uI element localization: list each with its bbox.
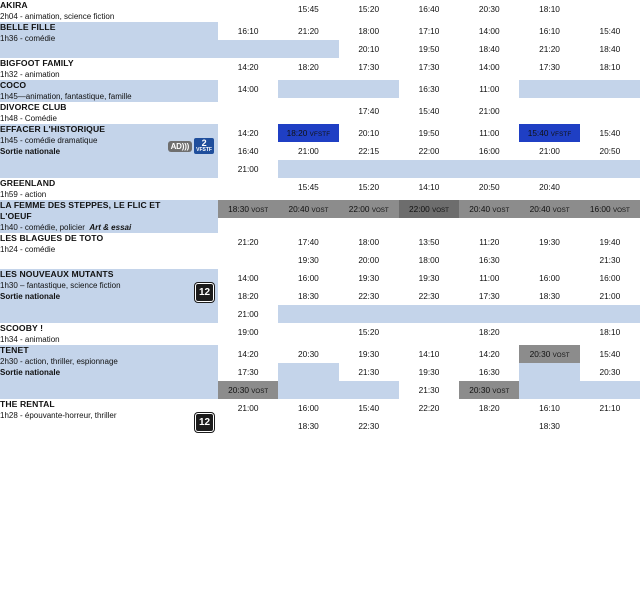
showtime-row xyxy=(218,399,640,417)
showtime-row xyxy=(218,142,640,160)
film-row xyxy=(0,345,640,399)
showtime-cell[interactable]: 17:30 xyxy=(478,291,500,301)
showtime-cell[interactable]: 18:30 xyxy=(539,291,560,301)
film-row xyxy=(0,178,640,200)
showtime-cell[interactable]: 15:20 xyxy=(358,4,380,14)
film-title: LES NOUVEAUX MUTANTS xyxy=(0,269,114,279)
showtime-cell[interactable]: 18:10 xyxy=(599,62,621,72)
film-info-cell[interactable] xyxy=(0,345,218,399)
film-subtitle: 1h36 - comédie xyxy=(0,34,56,43)
showtime-cell[interactable]: 22:15 xyxy=(358,146,380,156)
vfstf-icon: 2 VFSTF xyxy=(196,138,212,153)
film-showtimes-cell xyxy=(218,0,640,22)
film-showtimes-cell xyxy=(218,80,640,102)
showtime-cell[interactable]: 16:30 xyxy=(478,255,500,265)
showtime-cell[interactable]: 20:40 xyxy=(539,182,560,192)
showtime-cell[interactable]: 19:50 xyxy=(418,128,440,138)
showtime-cell[interactable]: 17:30 xyxy=(358,62,380,72)
showtime-empty xyxy=(218,102,278,120)
showtime-cell[interactable]: 21:00 xyxy=(298,146,319,156)
showtime-cell[interactable]: 15:20 xyxy=(358,182,380,192)
film-info-cell[interactable] xyxy=(0,58,218,80)
film-showtimes-cell xyxy=(218,124,640,178)
showtime-empty xyxy=(580,80,640,98)
film-row xyxy=(0,22,640,58)
film-info-cell[interactable] xyxy=(0,178,218,200)
showtime-cell[interactable]: 14:20 xyxy=(237,349,259,359)
showtime-cell[interactable]: 20:10 xyxy=(358,128,380,138)
showtime-row xyxy=(218,58,640,76)
showtime-cell[interactable]: 16:10 xyxy=(539,26,560,36)
showtime-cell[interactable]: 20:40 VOST xyxy=(278,200,338,218)
showtime-empty xyxy=(278,40,338,58)
film-row xyxy=(0,233,640,269)
showtime-cell[interactable]: 19:30 xyxy=(298,255,319,265)
film-row xyxy=(0,200,640,233)
film-subtitle: 2h04 - animation, science fiction xyxy=(0,12,115,21)
showtime-cell[interactable]: 19:30 xyxy=(358,349,380,359)
age-12-icon: 12 xyxy=(195,283,214,302)
showtime-empty xyxy=(580,381,640,399)
showtime-empty xyxy=(399,417,459,435)
film-row xyxy=(0,323,640,345)
showtime-cell[interactable]: 16:40 xyxy=(237,146,259,156)
showtime-cell[interactable]: 21:30 xyxy=(418,385,440,395)
film-title: THE RENTAL xyxy=(0,399,55,409)
showtime-empty xyxy=(218,178,278,196)
showtime-empty xyxy=(218,40,278,58)
showtime-row xyxy=(218,345,640,363)
showtime-row xyxy=(218,233,640,251)
film-info-cell[interactable] xyxy=(0,22,218,58)
showtime-empty xyxy=(459,305,519,323)
film-info-cell[interactable] xyxy=(0,399,218,435)
film-row xyxy=(0,0,640,22)
showtime-cell[interactable]: 13:50 xyxy=(418,237,440,247)
showtime-cell[interactable]: 16:00 xyxy=(539,273,560,283)
showtime-cell[interactable]: 15:40 xyxy=(418,106,440,116)
showtime-row xyxy=(218,305,640,323)
showtime-empty xyxy=(218,417,278,435)
showtime-row xyxy=(218,381,640,399)
showtime-cell[interactable]: 15:45 xyxy=(298,4,319,14)
film-note: Sortie nationale xyxy=(0,147,61,156)
showtime-cell[interactable]: 15:40 xyxy=(599,26,621,36)
film-showtimes-cell xyxy=(218,178,640,200)
film-badges xyxy=(195,413,214,432)
showtime-row xyxy=(218,124,640,142)
film-subtitle: 2h30 - action, thriller, espionnage xyxy=(0,357,118,366)
film-title: LA FEMME DES STEPPES, LE FLIC ET L'OEUF xyxy=(0,200,161,221)
film-title: BELLE FILLE xyxy=(0,22,56,32)
showtime-empty xyxy=(519,160,579,178)
showtime-cell[interactable]: 20:30 VOST xyxy=(218,381,278,399)
film-showtimes-cell xyxy=(218,399,640,435)
film-showtimes-cell xyxy=(218,323,640,345)
showtime-empty xyxy=(580,178,640,196)
showtime-empty xyxy=(519,102,579,120)
showtime-cell[interactable]: 18:00 xyxy=(358,26,380,36)
showtime-cell[interactable]: 21:30 xyxy=(358,367,380,377)
showtime-empty xyxy=(339,381,399,399)
showtime-row xyxy=(218,323,640,341)
age-12-icon: 12 xyxy=(195,413,214,432)
showtime-cell[interactable]: 15:40 xyxy=(599,128,621,138)
film-subtitle: 1h40 - comédie, policier Art & essai xyxy=(0,223,132,232)
showtime-cell[interactable]: 20:30 xyxy=(478,4,500,14)
showtime-cell[interactable]: 18:10 xyxy=(539,4,560,14)
film-info-cell[interactable] xyxy=(0,233,218,269)
showtime-cell[interactable]: 15:45 xyxy=(298,182,319,192)
showtime-row xyxy=(218,102,640,120)
showtime-empty xyxy=(399,323,459,341)
film-row xyxy=(0,58,640,80)
showtime-cell[interactable]: 20:30 VOST xyxy=(519,345,579,363)
showtime-cell[interactable]: 21:00 xyxy=(599,291,621,301)
showtime-cell[interactable]: 16:00 xyxy=(599,273,621,283)
showtime-cell[interactable]: 21:20 xyxy=(539,44,560,54)
showtime-cell[interactable]: 16:30 xyxy=(418,84,440,94)
film-showtimes-cell xyxy=(218,269,640,323)
showtime-cell[interactable]: 22:20 xyxy=(418,403,440,413)
showtime-empty xyxy=(278,160,338,178)
showtime-empty xyxy=(459,160,519,178)
showtime-cell[interactable]: 18:20 xyxy=(478,403,500,413)
showtime-cell[interactable]: 20:00 xyxy=(358,255,380,265)
showtime-empty xyxy=(218,0,278,18)
film-subtitle: 1h59 - action xyxy=(0,190,47,199)
film-title: TENET xyxy=(0,345,29,355)
film-title: COCO xyxy=(0,80,27,90)
showtime-row xyxy=(218,22,640,40)
showtime-cell[interactable]: 16:30 xyxy=(478,367,500,377)
film-showtimes-cell xyxy=(218,233,640,269)
showtime-cell[interactable]: 18:20 xyxy=(478,327,500,337)
showtime-row xyxy=(218,417,640,435)
showtime-cell[interactable]: 19:00 xyxy=(237,327,259,337)
showtime-empty xyxy=(278,102,338,120)
showtime-cell[interactable]: 21:20 xyxy=(298,26,319,36)
showtime-cell[interactable]: 20:10 xyxy=(358,44,380,54)
showtime-empty xyxy=(519,251,579,269)
audio-description-icon: AD))) xyxy=(168,141,193,152)
film-subtitle: 1h45—animation, fantastique, famille xyxy=(0,92,132,101)
showtime-cell[interactable]: 15:40 xyxy=(358,403,380,413)
showtime-cell[interactable]: 18:20 xyxy=(298,62,319,72)
showtime-cell[interactable]: 15:40 xyxy=(599,349,621,359)
film-title: LES BLAGUES DE TOTO xyxy=(0,233,104,243)
showtime-empty xyxy=(519,323,579,341)
film-showtimes-cell xyxy=(218,200,640,233)
showtime-cell[interactable]: 22:30 xyxy=(418,291,440,301)
showtime-cell[interactable]: 18:10 xyxy=(599,327,621,337)
showtime-cell[interactable]: 18:30 VOST xyxy=(218,200,278,218)
showtime-empty xyxy=(519,80,579,98)
film-title: EFFACER L'HISTORIQUE xyxy=(0,124,106,134)
showtime-cell[interactable]: 17:30 xyxy=(418,62,440,72)
showtime-empty xyxy=(459,417,519,435)
showtime-cell[interactable]: 16:10 xyxy=(237,26,259,36)
film-showtimes-cell xyxy=(218,345,640,399)
showtime-cell[interactable]: 17:30 xyxy=(237,367,259,377)
showtime-empty xyxy=(580,417,640,435)
showtime-cell[interactable]: 21:00 xyxy=(237,309,259,319)
showtime-cell[interactable]: 18:30 xyxy=(298,291,319,301)
showtime-cell[interactable]: 21:00 xyxy=(539,146,560,156)
film-subtitle: 1h48 - Comédie xyxy=(0,114,57,123)
showtime-cell[interactable]: 11:00 xyxy=(479,273,500,283)
showtime-empty xyxy=(580,102,640,120)
film-showtimes-cell xyxy=(218,102,640,124)
showtime-cell[interactable]: 21:00 xyxy=(237,164,259,174)
film-subtitle: 1h34 - animation xyxy=(0,335,60,344)
showtime-row xyxy=(218,0,640,18)
showtime-row xyxy=(218,160,640,178)
film-note: Sortie nationale xyxy=(0,292,61,301)
film-subtitle: 1h45 - comédie dramatique xyxy=(0,136,98,145)
showtime-cell[interactable]: 21:20 xyxy=(237,237,259,247)
film-title: DIVORCE CLUB xyxy=(0,102,67,112)
film-info-cell[interactable] xyxy=(0,80,218,102)
film-row xyxy=(0,80,640,102)
film-info-cell[interactable] xyxy=(0,323,218,345)
film-info-cell[interactable] xyxy=(0,200,218,233)
showtime-cell[interactable]: 14:20 xyxy=(237,128,259,138)
showtime-empty xyxy=(399,160,459,178)
showtime-cell[interactable]: 14:10 xyxy=(418,182,440,192)
showtime-cell[interactable]: 20:30 VOST xyxy=(459,381,519,399)
showtime-cell[interactable]: 19:30 xyxy=(418,367,440,377)
film-showtimes-cell xyxy=(218,22,640,58)
showtime-empty xyxy=(278,80,338,98)
film-subtitle: 1h28 - épouvante-horreur, thriller xyxy=(0,411,117,420)
showtime-cell[interactable]: 18:40 xyxy=(478,44,500,54)
showtime-row xyxy=(218,251,640,269)
showtime-cell[interactable]: 20:30 xyxy=(298,349,319,359)
showtime-cell[interactable]: 22:00 VOST xyxy=(339,200,399,218)
showtime-row xyxy=(218,80,640,98)
showtime-empty xyxy=(580,305,640,323)
showtime-empty xyxy=(519,363,579,381)
showtime-cell[interactable]: 16:40 xyxy=(418,4,440,14)
film-title: GREENLAND xyxy=(0,178,56,188)
showtime-cell[interactable]: 14:00 xyxy=(237,84,259,94)
showtime-cell[interactable]: 18:30 xyxy=(539,421,560,431)
showtime-row xyxy=(218,200,640,218)
showtime-cell[interactable]: 22:30 xyxy=(358,291,380,301)
film-title: BIGFOOT FAMILY xyxy=(0,58,74,68)
showtime-cell[interactable]: 20:30 xyxy=(599,367,621,377)
showtime-empty xyxy=(339,80,399,98)
showtime-cell[interactable]: 19:30 xyxy=(418,273,440,283)
film-subtitle: 1h24 - comédie xyxy=(0,245,56,254)
showtime-empty xyxy=(339,160,399,178)
showtime-cell[interactable]: 19:30 xyxy=(539,237,560,247)
showtime-cell[interactable]: 14:00 xyxy=(237,273,259,283)
film-row xyxy=(0,399,640,435)
film-showtimes-cell xyxy=(218,58,640,80)
showtime-cell[interactable]: 11:00 xyxy=(479,84,500,94)
showtime-empty xyxy=(399,305,459,323)
film-info-cell[interactable] xyxy=(0,0,218,22)
showtime-empty xyxy=(519,305,579,323)
showtime-cell[interactable]: 19:50 xyxy=(418,44,440,54)
showtime-cell[interactable]: 14:20 xyxy=(237,62,259,72)
showtime-cell[interactable]: 16:00 xyxy=(298,273,319,283)
film-info-cell[interactable] xyxy=(0,102,218,124)
film-subtitle: 1h32 - animation xyxy=(0,70,60,79)
showtime-cell[interactable]: 20:50 xyxy=(478,182,500,192)
showtime-cell[interactable]: 19:30 xyxy=(358,273,380,283)
film-row xyxy=(0,124,640,178)
film-row xyxy=(0,269,640,323)
showtime-cell[interactable]: 22:30 xyxy=(358,421,380,431)
showtime-cell[interactable]: 18:20 xyxy=(237,291,259,301)
showtime-cell[interactable]: 15:40 VFSTF xyxy=(519,124,579,142)
showtime-cell[interactable]: 16:00 VOST xyxy=(580,200,640,218)
showtime-empty xyxy=(218,251,278,269)
film-info-cell[interactable] xyxy=(0,269,218,323)
showtime-cell[interactable]: 18:00 xyxy=(358,237,380,247)
showtime-cell[interactable]: 14:00 xyxy=(478,62,500,72)
film-note: Sortie nationale xyxy=(0,368,61,377)
showtime-cell[interactable]: 14:00 xyxy=(478,26,500,36)
showtime-cell[interactable]: 16:00 xyxy=(478,146,500,156)
showtime-cell[interactable]: 14:10 xyxy=(418,349,440,359)
showtime-cell[interactable]: 14:20 xyxy=(478,349,500,359)
showtime-empty xyxy=(580,160,640,178)
showtime-empty xyxy=(278,305,338,323)
showtime-empty xyxy=(278,323,338,341)
showtime-cell[interactable]: 17:10 xyxy=(418,26,440,36)
showtime-cell[interactable]: 17:40 xyxy=(298,237,319,247)
showtime-cell[interactable]: 21:00 xyxy=(237,403,259,413)
film-badges xyxy=(195,283,214,302)
showtime-cell[interactable]: 20:50 xyxy=(599,146,621,156)
film-row xyxy=(0,102,640,124)
showtime-cell[interactable]: 21:00 xyxy=(478,106,500,116)
showtime-cell[interactable]: 20:40 VOST xyxy=(459,200,519,218)
showtime-cell[interactable]: 17:30 xyxy=(539,62,560,72)
showtime-cell[interactable]: 15:20 xyxy=(358,327,380,337)
showtime-cell[interactable]: 18:40 xyxy=(599,44,621,54)
showtime-cell[interactable]: 16:10 xyxy=(539,403,560,413)
showtime-row xyxy=(218,287,640,305)
showtime-cell[interactable]: 16:00 xyxy=(298,403,319,413)
showtime-empty xyxy=(519,381,579,399)
showtime-row xyxy=(218,269,640,287)
film-badges xyxy=(168,138,214,154)
showtime-empty xyxy=(278,381,338,399)
showtime-cell[interactable]: 18:30 xyxy=(298,421,319,431)
film-info-cell[interactable] xyxy=(0,124,218,178)
showtime-cell[interactable]: 20:40 VOST xyxy=(519,200,579,218)
film-title: SCOOBY ! xyxy=(0,323,44,333)
showtime-cell[interactable]: 21:10 xyxy=(599,403,621,413)
showtime-empty xyxy=(339,305,399,323)
showtime-row xyxy=(218,178,640,196)
showtime-cell[interactable]: 17:40 xyxy=(358,106,380,116)
showtime-cell[interactable]: 11:20 xyxy=(479,237,500,247)
showtime-empty xyxy=(278,363,338,381)
showtime-cell[interactable]: 22:00 xyxy=(418,146,440,156)
showtime-cell[interactable]: 11:00 xyxy=(479,128,500,138)
film-subtitle: 1h30 – fantastique, science fiction xyxy=(0,281,121,290)
showtime-cell[interactable]: 18:00 xyxy=(418,255,440,265)
showtime-cell[interactable]: 18:20 VFSTF xyxy=(278,124,338,142)
showtime-cell[interactable]: 19:40 xyxy=(599,237,621,247)
showtime-row xyxy=(218,40,640,58)
showtime-cell[interactable]: 21:30 xyxy=(599,255,621,265)
showtime-row xyxy=(218,363,640,381)
showtime-empty xyxy=(580,0,640,18)
showtime-cell[interactable]: 22:00 VOST xyxy=(399,200,459,218)
film-title: AKIRA xyxy=(0,0,28,10)
